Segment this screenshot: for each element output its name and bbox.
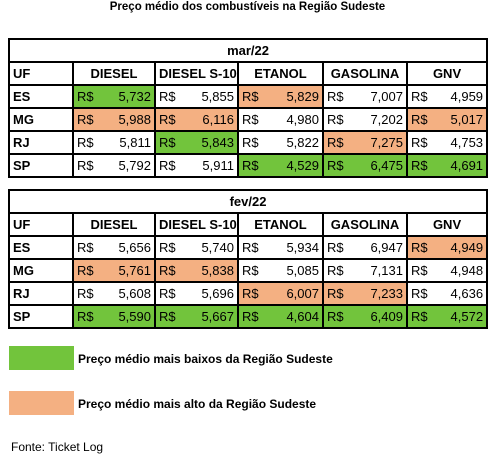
price-value: 4,959: [450, 89, 484, 104]
currency-symbol: R$: [242, 89, 259, 104]
currency-symbol: R$: [242, 240, 259, 255]
currency-symbol: R$: [77, 309, 94, 324]
currency-symbol: R$: [77, 135, 94, 150]
price-value: 6,007: [286, 286, 319, 301]
price-cell: [73, 108, 155, 131]
price-cell: [73, 282, 155, 305]
table-row: [9, 305, 487, 328]
price-value: 5,829: [286, 89, 319, 104]
currency-symbol: R$: [411, 158, 428, 173]
table-row: [9, 108, 487, 131]
price-cell: [155, 282, 238, 305]
state-code: ES: [9, 236, 73, 259]
currency-symbol: R$: [159, 158, 176, 173]
currency-symbol: R$: [242, 135, 259, 150]
currency-symbol: R$: [159, 286, 176, 301]
column-header: GNV: [407, 213, 487, 236]
source-note: Fonte: Ticket Log: [11, 440, 104, 454]
price-value: 7,275: [370, 135, 403, 150]
price-cell: [238, 282, 323, 305]
column-header: GASOLINA: [323, 213, 407, 236]
price-value: 5,822: [286, 135, 319, 150]
price-cell: [238, 85, 323, 108]
price-cell: [238, 305, 323, 328]
price-cell: [323, 108, 407, 131]
price-value: 6,409: [370, 309, 403, 324]
currency-symbol: R$: [411, 240, 428, 255]
currency-symbol: R$: [411, 89, 428, 104]
column-header: DIESEL: [73, 213, 155, 236]
currency-symbol: R$: [159, 240, 176, 255]
price-cell: [73, 305, 155, 328]
price-cell: [323, 85, 407, 108]
price-value: 7,233: [370, 286, 403, 301]
month-label: fev/22: [9, 190, 487, 213]
legend-swatch-low: [9, 346, 74, 370]
currency-symbol: R$: [411, 112, 428, 127]
price-value: 5,838: [201, 263, 234, 278]
currency-symbol: R$: [327, 240, 344, 255]
currency-symbol: R$: [159, 263, 176, 278]
price-value: 5,656: [118, 240, 151, 255]
legend-label-low: Preço médio mais baixos da Região Sudeste: [78, 352, 333, 366]
price-value: 7,202: [370, 112, 403, 127]
table-row: [9, 236, 487, 259]
price-cell: [155, 108, 238, 131]
state-code: RJ: [9, 131, 73, 154]
price-cell: [323, 282, 407, 305]
price-value: 7,131: [370, 263, 403, 278]
price-value: 4,980: [286, 112, 319, 127]
price-value: 5,590: [118, 309, 151, 324]
price-value: 4,753: [450, 135, 484, 150]
column-header: DIESEL S-10: [155, 213, 238, 236]
currency-symbol: R$: [327, 89, 344, 104]
price-value: 5,017: [450, 112, 484, 127]
legend-swatch-high: [9, 391, 74, 415]
price-value: 4,572: [450, 309, 484, 324]
currency-symbol: R$: [411, 286, 428, 301]
price-value: 4,691: [450, 158, 484, 173]
currency-symbol: R$: [327, 158, 344, 173]
legend-label-high: Preço médio mais alto da Região Sudeste: [78, 397, 317, 411]
currency-symbol: R$: [77, 263, 94, 278]
price-cell: [407, 85, 487, 108]
price-value: 5,988: [118, 112, 151, 127]
price-value: 5,934: [286, 240, 319, 255]
price-cell: [407, 305, 487, 328]
price-value: 5,843: [201, 135, 234, 150]
currency-symbol: R$: [77, 240, 94, 255]
price-cell: [73, 236, 155, 259]
price-cell: [323, 236, 407, 259]
state-code: MG: [9, 108, 73, 131]
price-value: 4,529: [286, 158, 319, 173]
price-cell: [238, 108, 323, 131]
table-row: [9, 259, 487, 282]
price-cell: [73, 259, 155, 282]
currency-symbol: R$: [411, 309, 428, 324]
currency-symbol: R$: [242, 263, 259, 278]
currency-symbol: R$: [159, 112, 176, 127]
price-cell: [238, 154, 323, 177]
table-row: [9, 282, 487, 305]
column-header: DIESEL S-10: [155, 62, 238, 85]
price-cell: [407, 282, 487, 305]
price-value: 5,608: [118, 286, 151, 301]
price-table-fev22: [8, 189, 488, 329]
price-cell: [155, 236, 238, 259]
currency-symbol: R$: [327, 286, 344, 301]
month-label: mar/22: [9, 39, 487, 62]
price-table-mar22: [8, 38, 488, 178]
price-value: 7,007: [370, 89, 403, 104]
price-cell: [155, 85, 238, 108]
price-value: 5,761: [118, 263, 151, 278]
currency-symbol: R$: [327, 263, 344, 278]
column-header: ETANOL: [238, 62, 323, 85]
price-cell: [323, 259, 407, 282]
price-cell: [238, 259, 323, 282]
price-value: 5,667: [201, 309, 234, 324]
currency-symbol: R$: [327, 309, 344, 324]
column-header: GNV: [407, 62, 487, 85]
currency-symbol: R$: [77, 286, 94, 301]
price-value: 5,792: [118, 158, 151, 173]
table-row: [9, 131, 487, 154]
currency-symbol: R$: [242, 286, 259, 301]
price-value: 6,947: [370, 240, 403, 255]
price-cell: [407, 154, 487, 177]
currency-symbol: R$: [242, 158, 259, 173]
price-value: 5,085: [286, 263, 319, 278]
currency-symbol: R$: [159, 135, 176, 150]
state-code: MG: [9, 259, 73, 282]
currency-symbol: R$: [77, 89, 94, 104]
price-cell: [238, 236, 323, 259]
state-code: SP: [9, 154, 73, 177]
price-cell: [407, 131, 487, 154]
price-cell: [73, 85, 155, 108]
price-value: 5,696: [201, 286, 234, 301]
price-value: 5,855: [201, 89, 234, 104]
price-value: 4,636: [450, 286, 484, 301]
price-cell: [155, 305, 238, 328]
table-row: [9, 154, 487, 177]
price-cell: [155, 154, 238, 177]
header-uf: UF: [9, 213, 73, 236]
price-cell: [238, 131, 323, 154]
price-value: 5,740: [201, 240, 234, 255]
price-cell: [155, 259, 238, 282]
currency-symbol: R$: [327, 135, 344, 150]
price-cell: [323, 154, 407, 177]
price-value: 6,475: [370, 158, 403, 173]
column-header: DIESEL: [73, 62, 155, 85]
column-header: ETANOL: [238, 213, 323, 236]
price-cell: [155, 131, 238, 154]
price-cell: [73, 154, 155, 177]
table-row: [9, 85, 487, 108]
currency-symbol: R$: [411, 263, 428, 278]
price-value: 5,911: [202, 158, 234, 173]
price-cell: [73, 131, 155, 154]
state-code: SP: [9, 305, 73, 328]
currency-symbol: R$: [327, 112, 344, 127]
price-value: 4,949: [450, 240, 484, 255]
state-code: ES: [9, 85, 73, 108]
currency-symbol: R$: [411, 135, 428, 150]
currency-symbol: R$: [159, 89, 176, 104]
currency-symbol: R$: [77, 112, 94, 127]
price-value: 4,604: [286, 309, 319, 324]
header-uf: UF: [9, 62, 73, 85]
page-title: Preço médio dos combustíveis na Região Sudeste: [109, 1, 386, 13]
price-cell: [323, 305, 407, 328]
price-cell: [323, 131, 407, 154]
currency-symbol: R$: [77, 158, 94, 173]
currency-symbol: R$: [242, 309, 259, 324]
price-value: 5,732: [118, 89, 151, 104]
currency-symbol: R$: [159, 309, 176, 324]
price-value: 4,948: [450, 263, 484, 278]
price-cell: [407, 259, 487, 282]
state-code: RJ: [9, 282, 73, 305]
price-value: 5,811: [119, 135, 151, 150]
price-cell: [407, 236, 487, 259]
price-cell: [407, 108, 487, 131]
column-header: GASOLINA: [323, 62, 407, 85]
currency-symbol: R$: [242, 112, 259, 127]
price-value: 6,116: [202, 112, 234, 127]
